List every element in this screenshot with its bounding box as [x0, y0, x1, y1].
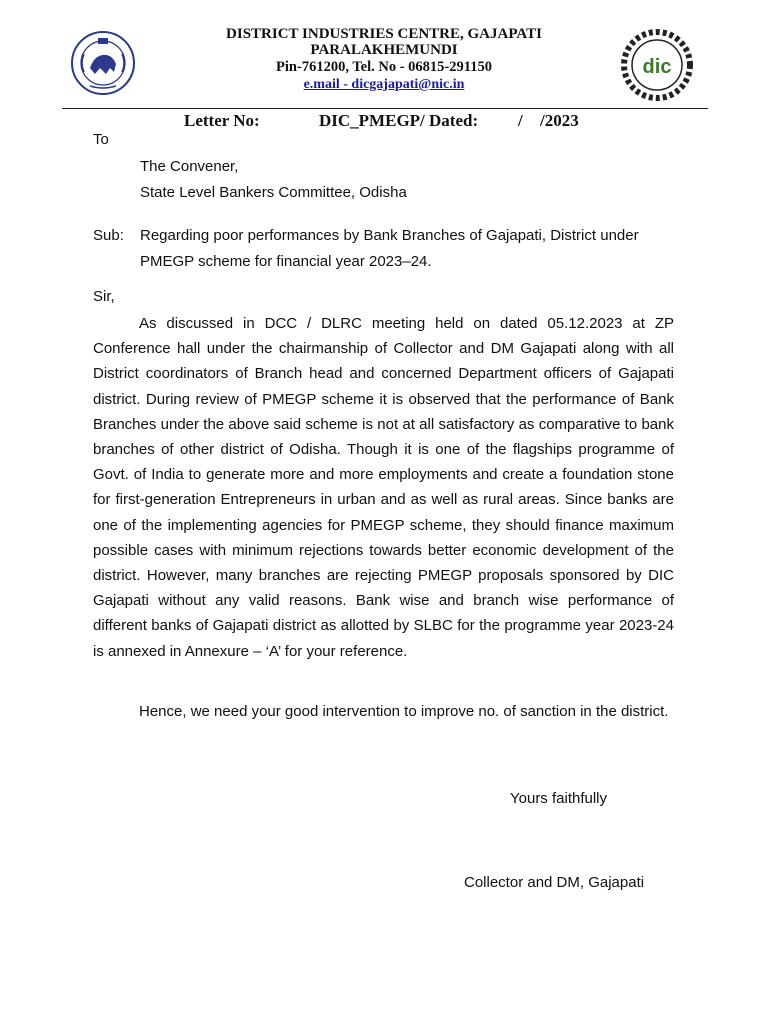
signatory: Collector and DM, Gajapati	[464, 874, 645, 891]
date-year: /2023	[540, 111, 579, 130]
paragraph-1-text: As discussed in DCC / DLRC meeting held on dated 05.12.2023 at ZP Conference hall under the chairmanship of Collector and DM Gajapati along with all District coordinators of Branch head and concerned Department officers of Gajapati district. During review of PMEGP scheme it is observed that the performance of Bank Branches under the above said scheme is not at all satisfactory as comparative to bank branches of other district of Odisha. Though it is one of the flagships programme of Govt. of India to generate more and more employments and create a foundation stone for first-generation Entrepreneurs in urban and as well as rural areas. Since banks are one of the implementing agencies for PMEGP scheme, they should finance maximum possible cases with minimum rejections towards better economic development of the district. However, many branches are rejecting PMEGP proposals sponsored by DIC Gajapati without any valid reasons. Bank wise and branch wise performance of different banks of Gajapati district as allotted by SLBC for the programme year 2023-24 is annexed in Annexure – ‘A’ for your reference.	[93, 315, 674, 660]
subject-line-1: Regarding poor performances by Bank Branches of Gajapati, District under	[140, 227, 639, 244]
dic-logo	[621, 29, 693, 101]
header-divider	[62, 108, 708, 109]
to-label: To	[93, 131, 109, 148]
org-email-link[interactable]: e.mail - dicgajapati@nic.in	[303, 77, 465, 92]
date-separator: /	[518, 111, 523, 130]
dic-logo-text: dic	[642, 56, 672, 78]
paragraph-2-text: Hence, we need your good intervention to improve no. of sanction in the district.	[139, 703, 669, 720]
body-paragraph-1	[93, 311, 674, 664]
body-paragraph-2	[93, 699, 674, 724]
org-town: PARALAKHEMUNDI	[310, 42, 458, 58]
org-name: DISTRICT INDUSTRIES CENTRE, GAJAPATI	[226, 26, 542, 42]
closing: Yours faithfully	[510, 790, 608, 807]
odisha-emblem-logo	[70, 30, 136, 96]
letter-number-line	[0, 111, 768, 131]
salutation: Sir,	[93, 288, 115, 305]
letter-ref: DIC_PMEGP/ Dated:	[319, 111, 479, 130]
subject-line-2: PMEGP scheme for financial year 2023–24.	[140, 253, 432, 270]
recipient-line-1: The Convener,	[140, 158, 239, 175]
org-address: Pin-761200, Tel. No - 06815-291150	[276, 59, 492, 75]
subject-label: Sub:	[93, 227, 124, 244]
letter-no-label: Letter No:	[184, 111, 260, 130]
recipient-line-2: State Level Bankers Committee, Odisha	[140, 184, 407, 201]
